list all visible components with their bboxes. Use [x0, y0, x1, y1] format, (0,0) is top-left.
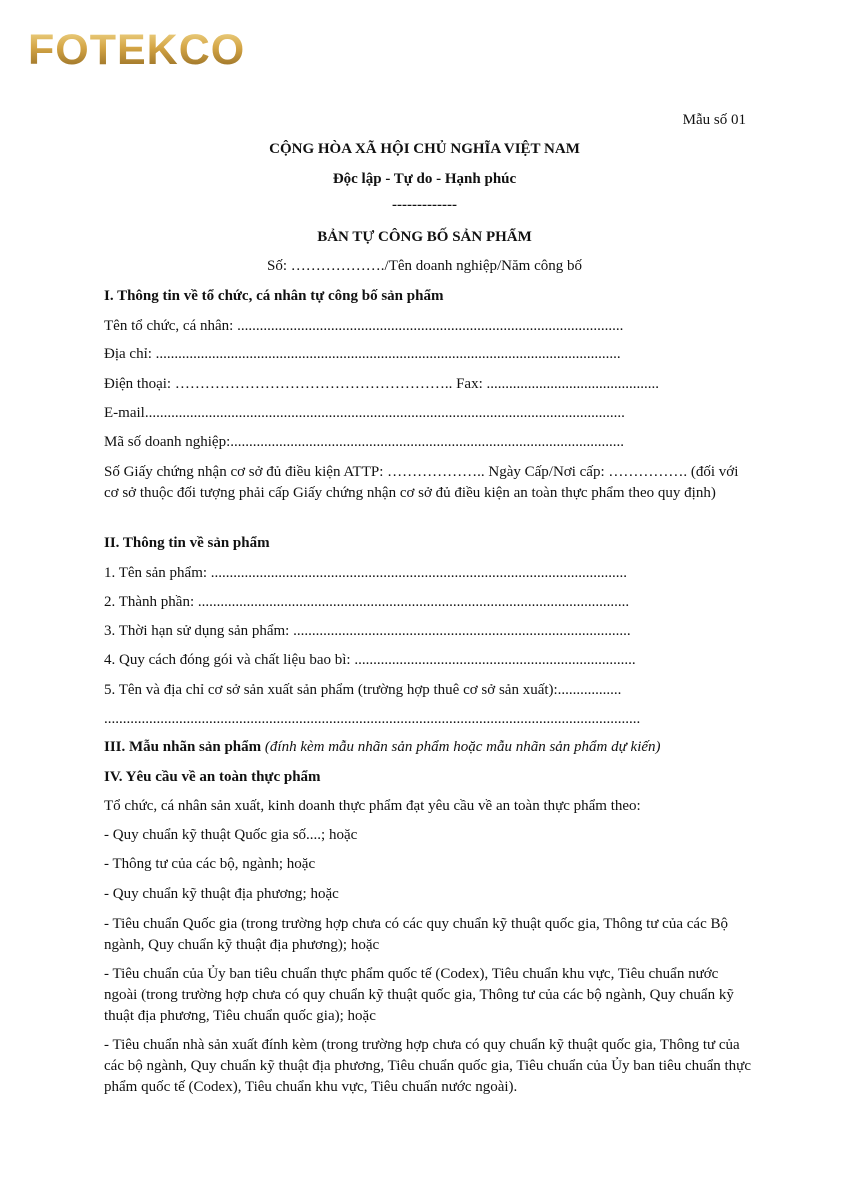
certificate-field: Số Giấy chứng nhận cơ sở đủ điều kiện ATTP: ……………….. Ngày Cấp/Nơi cấp: ……………. (đối với cơ sở thuộc đối tượng phải cấp Giấy chứng nhận cơ sở đủ điều kiện an toàn thực phẩm theo quy định) [104, 464, 739, 501]
safety-bullet-1: - Quy chuẩn kỹ thuật Quốc gia số....; hoặc [104, 827, 358, 843]
logo-text: FOTEKCO [28, 26, 246, 70]
safety-bullet-6: - Tiêu chuẩn nhà sản xuất đính kèm (trong trường hợp chưa có quy chuẩn kỹ thuật quốc gia, Thông tư của các bộ ngành, Quy chuẩn kỹ thuật địa phương, Tiêu chuẩn quốc gia, Tiêu chuẩn của Ủy ban tiêu chuẩn thực phẩm quốc tế (Codex), Tiêu chuẩn khu vực, Tiêu chuẩn nước ngoài). [104, 1037, 751, 1095]
section-1-heading: I. Thông tin về tổ chức, cá nhân tự công bố sản phẩm [104, 288, 444, 304]
address-field: Địa chỉ: ............................................................................................................................ [104, 346, 621, 362]
fotekco-logo [28, 26, 288, 70]
form-number: Mẫu số 01 [682, 112, 746, 128]
shelf-life-field: 3. Thời hạn sử dụng sản phẩm: .......................................................................................... [104, 623, 631, 639]
safety-intro: Tổ chức, cá nhân sản xuất, kinh doanh thực phẩm đạt yêu cầu về an toàn thực phẩm theo: [104, 798, 641, 814]
number-line: Số: ………………./Tên doanh nghiệp/Năm công bố [267, 258, 582, 274]
section-4-heading: IV. Yêu cầu về an toàn thực phẩm [104, 769, 321, 785]
manufacturer-field: 5. Tên và địa chỉ cơ sở sản xuất sản phẩm (trường hợp thuê cơ sở sản xuất):................. [104, 682, 622, 698]
section-3-line [104, 739, 661, 756]
safety-bullet-2: - Thông tư của các bộ, ngành; hoặc [104, 856, 316, 872]
divider: ------------- [392, 197, 457, 213]
business-code-field: Mã số doanh nghiệp:......................................................................................................... [104, 434, 624, 450]
safety-bullet-4: - Tiêu chuẩn Quốc gia (trong trường hợp chưa có các quy chuẩn kỹ thuật quốc gia, Thông tư của các Bộ ngành, Quy chuẩn kỹ thuật địa phương); hoặc [104, 916, 728, 953]
safety-bullet-3: - Quy chuẩn kỹ thuật địa phương; hoặc [104, 886, 339, 902]
email-field: E-mail................................................................................................................................ [104, 405, 625, 421]
section-3-note: (đính kèm mẫu nhãn sản phẩm hoặc mẫu nhãn sản phẩm dự kiến) [264, 739, 661, 755]
motto: Độc lập - Tự do - Hạnh phúc [332, 171, 517, 187]
phone-fax-field: Điện thoại: ……………………………………………….. Fax: .............................................. [104, 376, 659, 392]
org-name-field: Tên tổ chức, cá nhân: ....................................................................................................... [104, 318, 624, 334]
manufacturer-field-continued: ............................................................................................................................................... [104, 711, 641, 727]
packaging-field: 4. Quy cách đóng gói và chất liệu bao bì: ........................................................................... [104, 652, 636, 668]
section-2-heading: II. Thông tin về sản phẩm [104, 535, 270, 551]
section-3-heading: III. Mẫu nhãn sản phẩm [104, 739, 262, 755]
ingredients-field: 2. Thành phần: ................................................................................................................... [104, 594, 630, 610]
document-title: BẢN TỰ CÔNG BỐ SẢN PHẨM [317, 229, 532, 245]
safety-bullet-5: - Tiêu chuẩn của Ủy ban tiêu chuẩn thực phẩm quốc tế (Codex), Tiêu chuẩn khu vực, Tiêu chuẩn nước ngoài (trong trường hợp chưa có quy chuẩn kỹ thuật quốc gia, Thông tư của các bộ ngành, Quy chuẩn kỹ thuật địa phương, Tiêu chuẩn quốc gia); hoặc [104, 966, 734, 1024]
republic-title: CỘNG HÒA XÃ HỘI CHỦ NGHĨA VIỆT NAM [269, 141, 580, 157]
product-name-field: 1. Tên sản phẩm: ............................................................................................................... [104, 565, 628, 581]
